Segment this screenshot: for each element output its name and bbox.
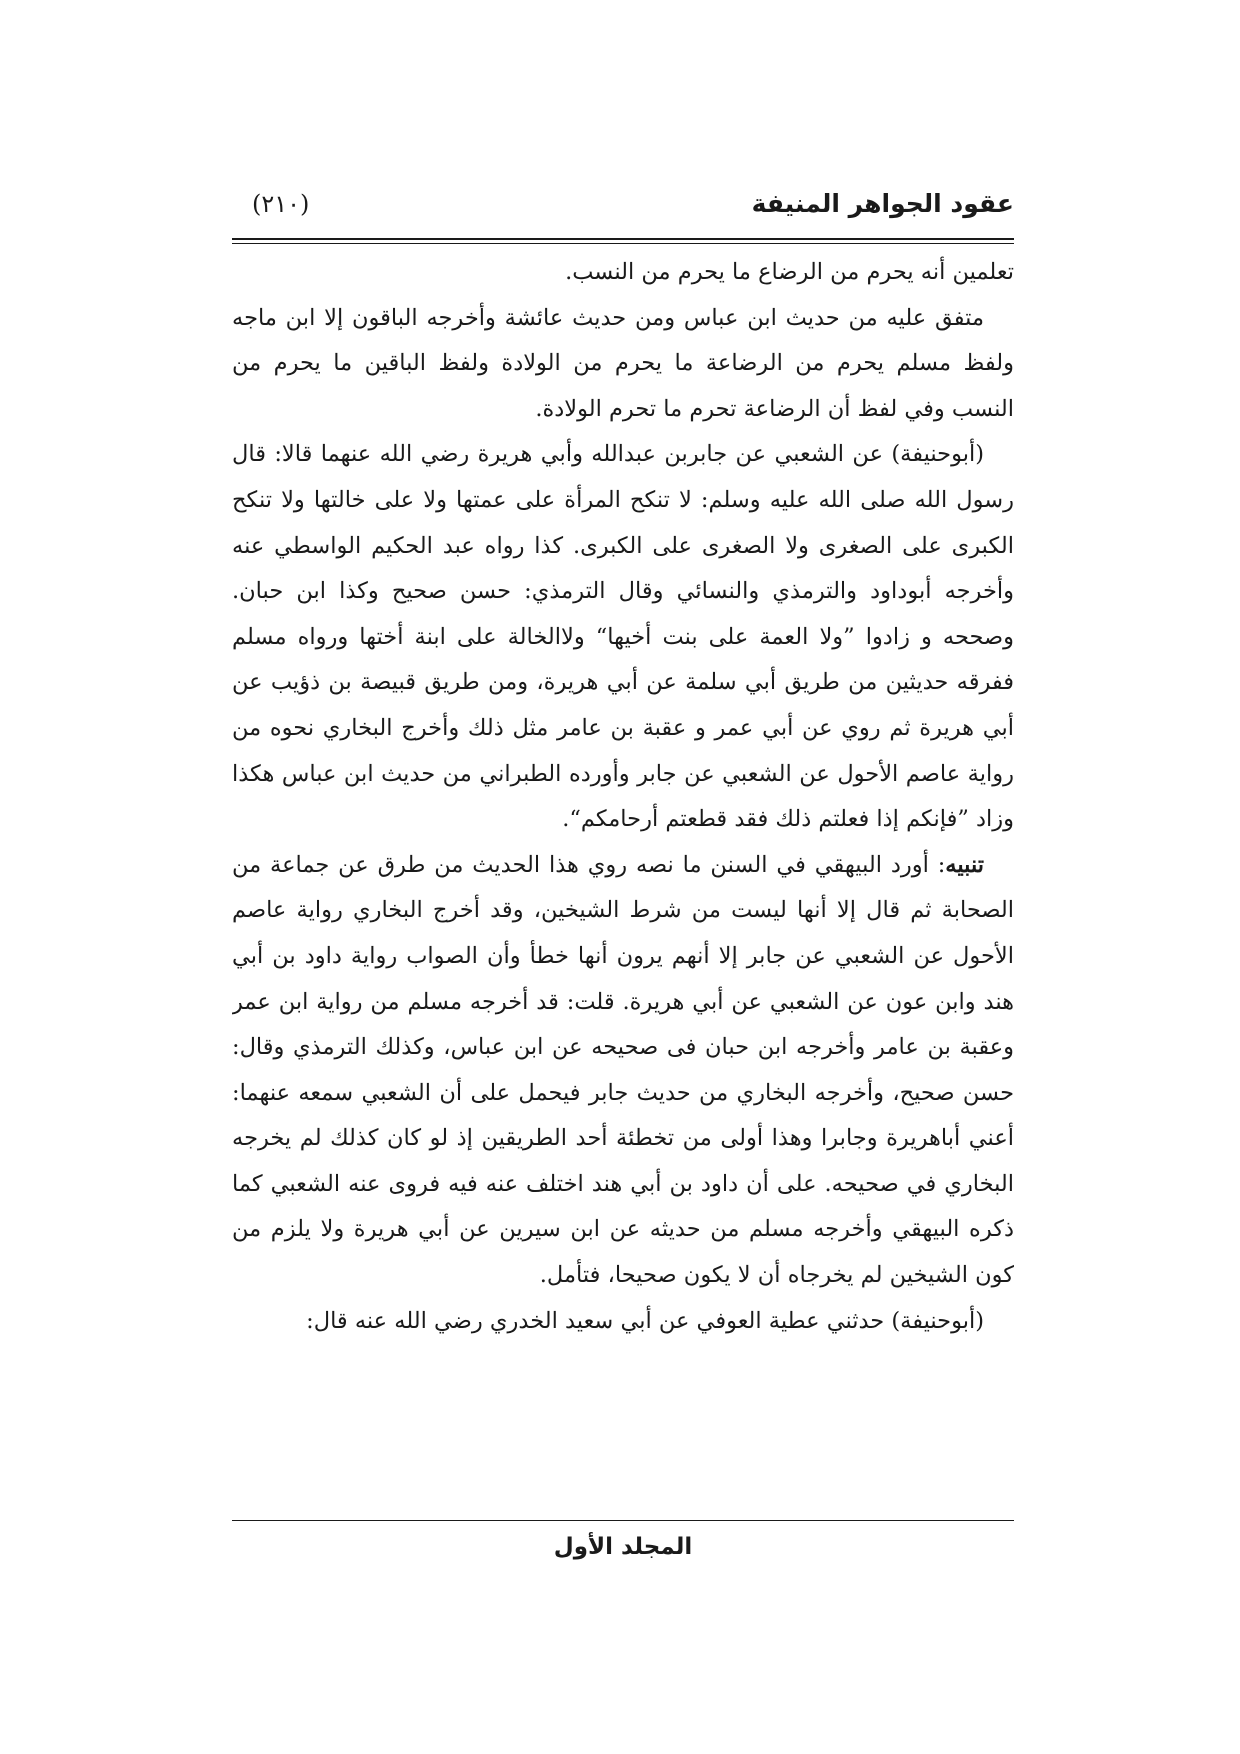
paragraph-text: (أبوحنيفة) عن الشعبي عن جابربن عبدالله وأبي هريرة رضي الله عنهما قالا: قال رسول الله صلى الله عليه وسلم: لا تنكح المرأة على عمتها ولا على خالتها ولا تنكح الكبرى على الصغرى ولا الصغرى على الكبرى. كذا رواه عبد الحكيم الواسطي عنه وأخرجه أبوداود والترمذي والنسائي وقال الترمذي: حسن صحيح وكذا ابن حبان. وصححه و زادوا ”ولا العمة على بنت أخيها“ ولاالخالة على ابنة أختها ورواه مسلم ففرقه حديثين من طريق أبي سلمة عن أبي هريرة، ومن طريق قبيصة بن ذؤيب عن أبي هريرة ثم روي عن أبي عمر و عقبة بن عامر مثل ذلك وأخرج البخاري نحوه من رواية عاصم الأحول عن الشعبي عن جابر وأورده الطبراني من حديث ابن عباس هكذا وزاد ”فإنكم إذا فعلتم ذلك فقد قطعتم أرحامكم“.: [232, 441, 1014, 833]
paragraph-1: [232, 250, 1014, 296]
paragraph-2: [232, 296, 1014, 433]
header-divider: [232, 238, 1014, 244]
paragraph-text: متفق عليه من حديث ابن عباس ومن حديث عائشة وأخرجه الباقون إلا ابن ماجه ولفظ مسلم يحرم من الرضاعة ما يحرم من الولادة ولفظ الباقين ما يحرم من النسب وفي لفظ أن الرضاعة تحرم ما تحرم الولادة.: [232, 304, 1014, 422]
main-text: [232, 250, 1014, 1518]
paragraph-text: (أبوحنيفة) حدثني عطية العوفي عن أبي سعيد الخدري رضي الله عنه قال:: [306, 1307, 984, 1334]
note-label: تنبيه: [945, 851, 984, 878]
paragraph-5: [232, 1299, 1014, 1345]
page-header: [232, 186, 1014, 226]
paragraph-4: [232, 843, 1014, 1299]
book-title: عقود الجواهر المنيفة: [751, 189, 1014, 218]
paragraph-3: [232, 432, 1014, 842]
volume-label: المجلد الأول: [553, 1534, 693, 1560]
footer-divider: [232, 1520, 1014, 1521]
page-number: (٢١٠): [252, 190, 310, 218]
paragraph-text: : أورد البيهقي في السنن ما نصه روي هذا الحديث من طرق عن جماعة من الصحابة ثم قال إلا أنها ليست من شرط الشيخين، وقد أخرج البخاري رواية عاصم الأحول عن الشعبي عن جابر إلا أنهم يرون أنها خطأ وأن الصواب رواية داود بن أبي هند وابن عون عن الشعبي عن أبي هريرة. قلت: قد أخرجه مسلم من رواية ابن عمر وعقبة بن عامر وأخرجه ابن حبان فى صحيحه عن ابن عباس، وكذلك الترمذي وقال: حسن صحيح، وأخرجه البخاري من حديث جابر فيحمل على أن الشعبي سمعه عنهما: أعني أباهريرة وجابرا وهذا أولى من تخطئة أحد الطريقين إذ لو كان كذلك لم يخرجه البخاري في صحيحه. على أن داود بن أبي هند اختلف عنه فيه فروى عنه الشعبي كما ذكره البيهقي وأخرجه مسلم من حديثه عن ابن سيرين عن أبي هريرة ولا يلزم من كون الشيخين لم يخرجاه أن لا يكون صحيحا، فتأمل.: [232, 851, 1014, 1289]
book-page: [232, 186, 1014, 1567]
paragraph-text: تعلمين أنه يحرم من الرضاع ما يحرم من النسب.: [565, 259, 1014, 285]
